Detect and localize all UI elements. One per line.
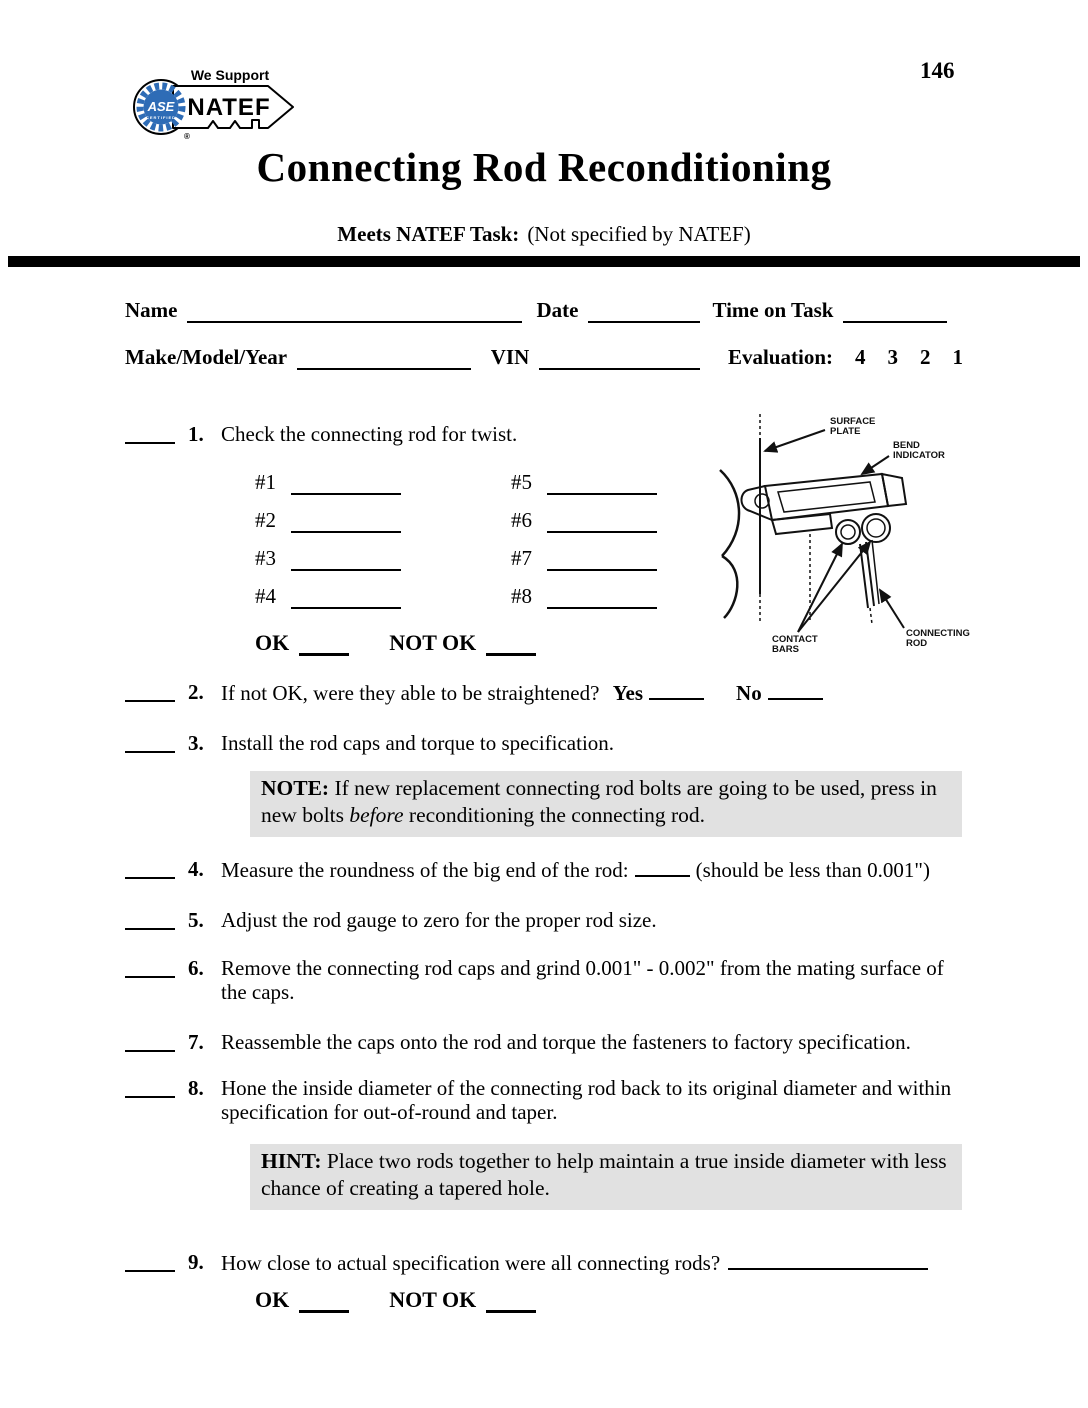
date-blank[interactable]: [588, 301, 700, 323]
natef-task-value: (Not specified by NATEF): [527, 222, 751, 246]
task-2-text: [221, 680, 963, 705]
time-on-task-blank[interactable]: [843, 301, 947, 323]
natef-task-label: Meets NATEF Task:: [337, 222, 520, 246]
task-4-number: 4.: [188, 857, 204, 881]
surface-plate-label-1: SURFACE: [830, 416, 876, 427]
task-item-9: [125, 1250, 963, 1275]
vin-blank[interactable]: [539, 348, 700, 370]
ase-certified-text: CERTIFIED: [145, 115, 177, 120]
ok-blank[interactable]: [299, 633, 349, 656]
we-support-text: We Support: [190, 67, 270, 83]
yes-blank[interactable]: [649, 680, 704, 700]
task-5-number: 5.: [188, 908, 204, 932]
make-model-year-label: Make/Model/Year: [125, 345, 288, 369]
ase-text: ASE: [147, 99, 175, 114]
rod-5-blank[interactable]: [547, 473, 657, 495]
rod-3-row: [255, 546, 405, 571]
task-item-3: [125, 731, 963, 755]
ok-label: OK: [255, 630, 290, 655]
note-label: NOTE:: [261, 776, 330, 800]
task-4-question: Measure the roundness of the big end of the rod:: [221, 858, 629, 882]
surface-plate-label-2: PLATE: [830, 426, 861, 437]
bend-indicator-label-2: INDICATOR: [893, 450, 945, 461]
task-item-4: [125, 857, 963, 882]
rod-measurement-grid: [255, 470, 963, 609]
note-box: [250, 771, 962, 837]
rod-4-blank[interactable]: [291, 587, 401, 609]
natef-text: NATEF: [187, 94, 271, 121]
spec-answer-blank[interactable]: [728, 1250, 928, 1270]
make-model-year-blank[interactable]: [297, 348, 471, 370]
evaluation-2[interactable]: 2: [920, 345, 931, 369]
task-item-2: [125, 680, 963, 705]
task-6-text: Remove the connecting rod caps and grind 0.001" - 0.002" from the mating surface of the caps.: [221, 956, 944, 1004]
rod-8-row: [511, 584, 661, 609]
rod-3-label: #3: [255, 546, 276, 570]
task-item-8: [125, 1076, 963, 1124]
task-9-check-blank[interactable]: [125, 1250, 175, 1272]
task-item-5: [125, 908, 963, 932]
time-on-task-label: Time on Task: [712, 298, 834, 322]
task-9-question: How close to actual specification were all connecting rods?: [221, 1251, 721, 1275]
no-label: No: [736, 681, 762, 705]
registered-mark: ®: [184, 132, 190, 141]
task-4-spec: (should be less than 0.001"): [695, 858, 930, 882]
contact-bars-label-1: CONTACT: [772, 634, 818, 645]
rod-4-row: [255, 584, 405, 609]
task-2-number: 2.: [188, 680, 204, 704]
contact-bars-label-2: BARS: [772, 644, 799, 655]
task-3-number: 3.: [188, 731, 204, 755]
task-item-7: [125, 1030, 963, 1054]
final-ok-blank[interactable]: [299, 1290, 349, 1313]
rod-1-label: #1: [255, 470, 276, 494]
task-4-text: [221, 857, 963, 882]
rod-1-row: [255, 470, 405, 495]
rod-4-label: #4: [255, 584, 276, 608]
rod-2-label: #2: [255, 508, 276, 532]
task-8-text: Hone the inside diameter of the connecting rod back to its original diameter and within specification for out-of-round and taper.: [221, 1076, 952, 1124]
yes-label: Yes: [612, 681, 644, 705]
task-9-text: [221, 1250, 963, 1275]
rod-8-blank[interactable]: [547, 587, 657, 609]
evaluation-3[interactable]: 3: [887, 345, 898, 369]
divider-rule: [8, 256, 1080, 267]
name-label: Name: [125, 298, 178, 322]
connecting-rod-label-1: CONNECTING: [906, 628, 970, 639]
vin-label: VIN: [490, 345, 530, 369]
connecting-rod-label-2: ROD: [906, 638, 928, 649]
task-2-check-blank[interactable]: [125, 680, 175, 702]
evaluation-1[interactable]: 1: [952, 345, 963, 369]
rod-5-row: [511, 470, 661, 495]
task-8-number: 8.: [188, 1076, 204, 1100]
rod-7-blank[interactable]: [547, 549, 657, 571]
hint-box: [250, 1144, 962, 1210]
rod-8-label: #8: [511, 584, 532, 608]
page-number: 146: [920, 58, 955, 83]
roundness-blank[interactable]: [635, 857, 690, 877]
task-3-text: Install the rod caps and torque to specification.: [221, 731, 615, 755]
rod-6-label: #6: [511, 508, 532, 532]
rod-6-row: [511, 508, 661, 533]
not-ok-blank[interactable]: [486, 633, 536, 656]
date-label: Date: [536, 298, 579, 322]
final-not-ok-label: NOT OK: [389, 1287, 477, 1312]
not-ok-label: NOT OK: [389, 630, 477, 655]
form-row-name: [125, 298, 963, 323]
final-ok-row: [255, 1287, 963, 1313]
task-8-check-blank[interactable]: [125, 1076, 175, 1098]
final-not-ok-blank[interactable]: [486, 1290, 536, 1313]
note-text-after: reconditioning the connecting rod.: [408, 803, 706, 827]
task-9-number: 9.: [188, 1250, 204, 1274]
task-1-number: 1.: [188, 422, 204, 446]
natef-task-line: [0, 222, 1088, 247]
task-7-number: 7.: [188, 1030, 204, 1054]
task-1-check-blank[interactable]: [125, 422, 175, 444]
evaluation-4[interactable]: 4: [855, 345, 866, 369]
task-3-check-blank[interactable]: [125, 731, 175, 753]
rod-3-blank[interactable]: [291, 549, 401, 571]
task-item-6: [125, 956, 963, 1004]
name-blank[interactable]: [187, 301, 522, 323]
rod-7-row: [511, 546, 661, 571]
task-5-check-blank[interactable]: [125, 908, 175, 930]
natef-ase-logo: [128, 52, 298, 148]
twist-ok-row: [255, 630, 963, 656]
rod-7-label: #7: [511, 546, 532, 570]
bend-indicator-label-1: BEND: [893, 440, 920, 451]
rod-1-blank[interactable]: [291, 473, 401, 495]
note-italic-word: before: [349, 803, 404, 827]
page-title: Connecting Rod Reconditioning: [256, 144, 832, 190]
task-item-1: [125, 422, 963, 446]
final-ok-label: OK: [255, 1287, 290, 1312]
task-list: [125, 408, 963, 1313]
form-row-vehicle: [125, 345, 963, 370]
evaluation-label: Evaluation:: [727, 345, 833, 369]
task-6-check-blank[interactable]: [125, 956, 175, 978]
hint-label: HINT:: [261, 1149, 322, 1173]
task-5-text: Adjust the rod gauge to zero for the proper rod size.: [221, 908, 657, 932]
no-blank[interactable]: [768, 680, 823, 700]
rod-2-row: [255, 508, 405, 533]
hint-text: Place two rods together to help maintain a true inside diameter with less chance of creating a tapered hole.: [261, 1149, 947, 1200]
task-4-check-blank[interactable]: [125, 857, 175, 879]
task-1-text: Check the connecting rod for twist.: [221, 422, 518, 446]
task-6-number: 6.: [188, 956, 204, 980]
task-2-question: If not OK, were they able to be straightened?: [221, 681, 600, 705]
rod-5-label: #5: [511, 470, 532, 494]
note-text-before: If new replacement connecting rod bolts are going to be used, press in new bolts: [261, 776, 937, 827]
task-7-text: Reassemble the caps onto the rod and torque the fasteners to factory specification.: [221, 1030, 911, 1054]
rod-2-blank[interactable]: [291, 511, 401, 533]
task-7-check-blank[interactable]: [125, 1030, 175, 1052]
rod-6-blank[interactable]: [547, 511, 657, 533]
